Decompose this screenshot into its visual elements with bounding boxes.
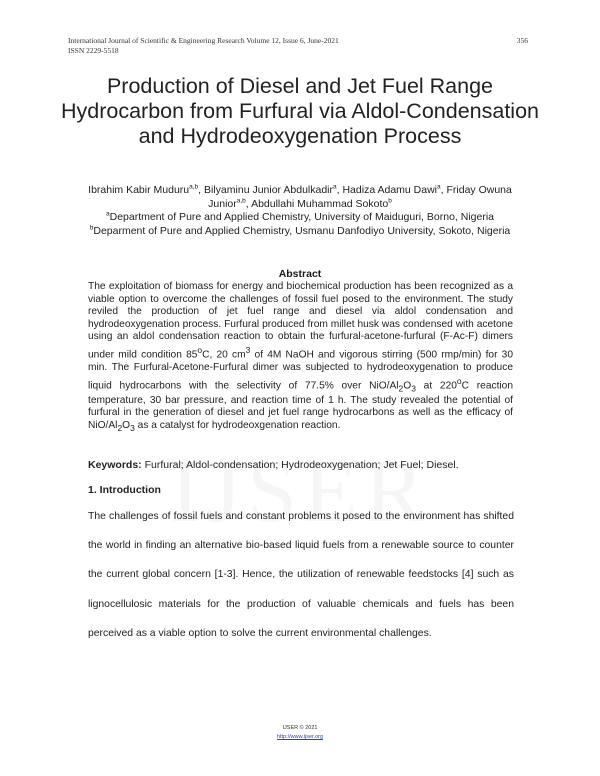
author-name: Friday Owuna Junior — [208, 184, 512, 210]
affiliation-b: $^b$Deparment of Pure and Applied Chemistry, Usmanu Danfodiyo University, Sokoto, Nigeria — [89, 224, 511, 237]
author-affiliation-mark: a,b — [236, 197, 246, 204]
author-block — [76, 184, 524, 238]
author-name: Abdullahi Muhammad Sokoto — [251, 197, 389, 210]
keywords-list: Furfural; Aldol-condensation; Hydrodeoxygenation; Jet Fuel; Diesel. — [141, 459, 459, 471]
paper-title: Production of Diesel and Jet Fuel Range Hydrocarbon from Furfural via Aldol-Condensation and Hydrodeoxygenation Process — [60, 74, 539, 148]
footer-url-link[interactable]: http://www.ijser.org — [276, 734, 324, 740]
issn: ISSN 2229-5518 — [68, 46, 119, 55]
author-list: Ibrahim Kabir Muduru$^{a,b}$, Bilyaminu Junior Abdulkadir$^a$, Hadiza Adamu Dawi$^a$, Friday Owuna Junior$^{a,b}$, Abdullahi Muhammad Sokoto$^b$ — [88, 183, 512, 210]
author-affiliation-mark: b — [388, 197, 392, 204]
abstract-heading: Abstract — [278, 268, 322, 280]
page-number: 356 — [516, 36, 528, 45]
author-name: Hadiza Adamu Dawi — [342, 184, 438, 196]
author-affiliation-mark: a — [333, 183, 337, 191]
author-name: Ibrahim Kabir Muduru — [88, 184, 190, 196]
page-footer — [0, 724, 600, 742]
running-header — [68, 36, 528, 56]
keywords-label: Keywords: — [88, 459, 142, 471]
keywords — [88, 459, 518, 472]
author-affiliation-mark: a,b — [189, 183, 199, 191]
author-affiliation-mark: a — [437, 183, 441, 191]
section-heading-introduction: 1. Introduction — [88, 484, 161, 496]
abstract-body: The exploitation of biomass for energy and biochemical production has been recognized as a viable option to overcome the challenges of fossil fuel posed to the environment. The study reviled the production of jet fuel range and diesel via aldol condensation and hydrodeoxygenation process. Furfural produced from millet husk was condensed with acetone using an aldol condensation reaction to obtain the furfural-acetone-furfural (F-Ac-F) dimers under mild condition 85$^o$C, 20 $cm^3$ of 4M NaOH and vigorous stirring (500 rmp/min) for 30 min. The Furfural-Acetone-Furfural dimer was subjected to hydrodeoxygenation to produce liquid hydrocarbons with the selectivity of 77.5% over NiO/$Al_2O_3$ at 220$^o$C reaction temperature, 30 bar pressure, and reaction time of 1 h. The study revealed the potential of furfural in the generation of diesel and jet fuel range hydrocarbons as well as the efficacy of NiO/$Al_2O_3$ as a catalyst for hydrodeoxgenation reaction. — [88, 281, 513, 433]
journal-name: International Journal of Scientific & Engineering Research Volume 12, Issue 6, June-2021 — [68, 36, 339, 45]
affiliation-a: $^a$Department of Pure and Applied Chemistry, University of Maiduguri, Borno, Nigeria — [105, 210, 495, 223]
author-name: Bilyaminu Junior Abdulkadir — [204, 184, 333, 196]
footer-copyright: IJSER © 2021 — [282, 725, 318, 731]
introduction-body: The challenges of fossil fuels and constant problems it posed to the environment has shifted the world in finding an alternative bio-based liquid fuels from a renewable source to counter the current global concern [1-3]. Hence, the utilization of renewable feedstocks [4] such as lignocellulosic materials for the production of valuable chemicals and fuels has been perceived as a viable option to solve the current environmental challenges. — [88, 511, 514, 639]
